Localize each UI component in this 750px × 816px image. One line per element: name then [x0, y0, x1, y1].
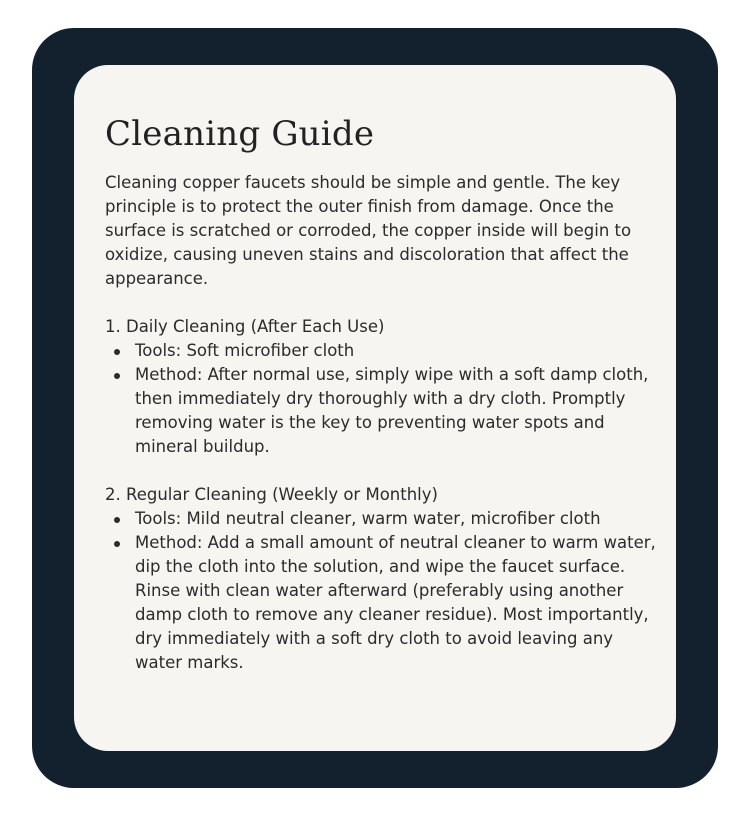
section-daily-cleaning — [105, 315, 660, 459]
intro-paragraph: Cleaning copper faucets should be simple and gentle. The key principle is to protect the outer finish from damage. Once the surface is scratched or corroded, the copper inside will begin to oxidize, causing uneven stains and discoloration that affect the appearance. — [105, 173, 632, 288]
list-item — [135, 339, 660, 363]
guide-card — [74, 65, 676, 751]
bullet-list — [105, 339, 660, 459]
outer-frame — [32, 28, 718, 788]
bullet-dot-icon — [114, 541, 120, 547]
list-item-text: Tools: Mild neutral cleaner, warm water, microfiber cloth — [135, 509, 601, 528]
list-item-text: Method: Add a small amount of neutral cleaner to warm water, dip the cloth into the solution, and wipe the faucet surface. Rinse with clean water afterward (preferably using another damp cloth to remove any cleaner residue). Most importantly, dry immediately with a soft dry cloth to avoid leaving any water marks. — [135, 533, 656, 672]
bullet-dot-icon — [114, 349, 120, 355]
section-heading: 1. Daily Cleaning (After Each Use) — [105, 317, 385, 336]
bullet-dot-icon — [114, 373, 120, 379]
page-title: Cleaning Guide — [105, 114, 375, 154]
list-item — [135, 531, 660, 675]
list-item-text: Method: After normal use, simply wipe with a soft damp cloth, then immediately dry thoroughly with a dry cloth. Promptly removing water is the key to preventing water spots and mineral buildup. — [135, 365, 649, 456]
list-item — [135, 363, 660, 459]
bullet-list — [105, 507, 660, 675]
guide-content — [105, 113, 660, 675]
bullet-dot-icon — [114, 517, 120, 523]
list-item-text: Tools: Soft microfiber cloth — [135, 341, 355, 360]
section-heading: 2. Regular Cleaning (Weekly or Monthly) — [105, 485, 438, 504]
list-item — [135, 507, 660, 531]
section-regular-cleaning — [105, 483, 660, 675]
